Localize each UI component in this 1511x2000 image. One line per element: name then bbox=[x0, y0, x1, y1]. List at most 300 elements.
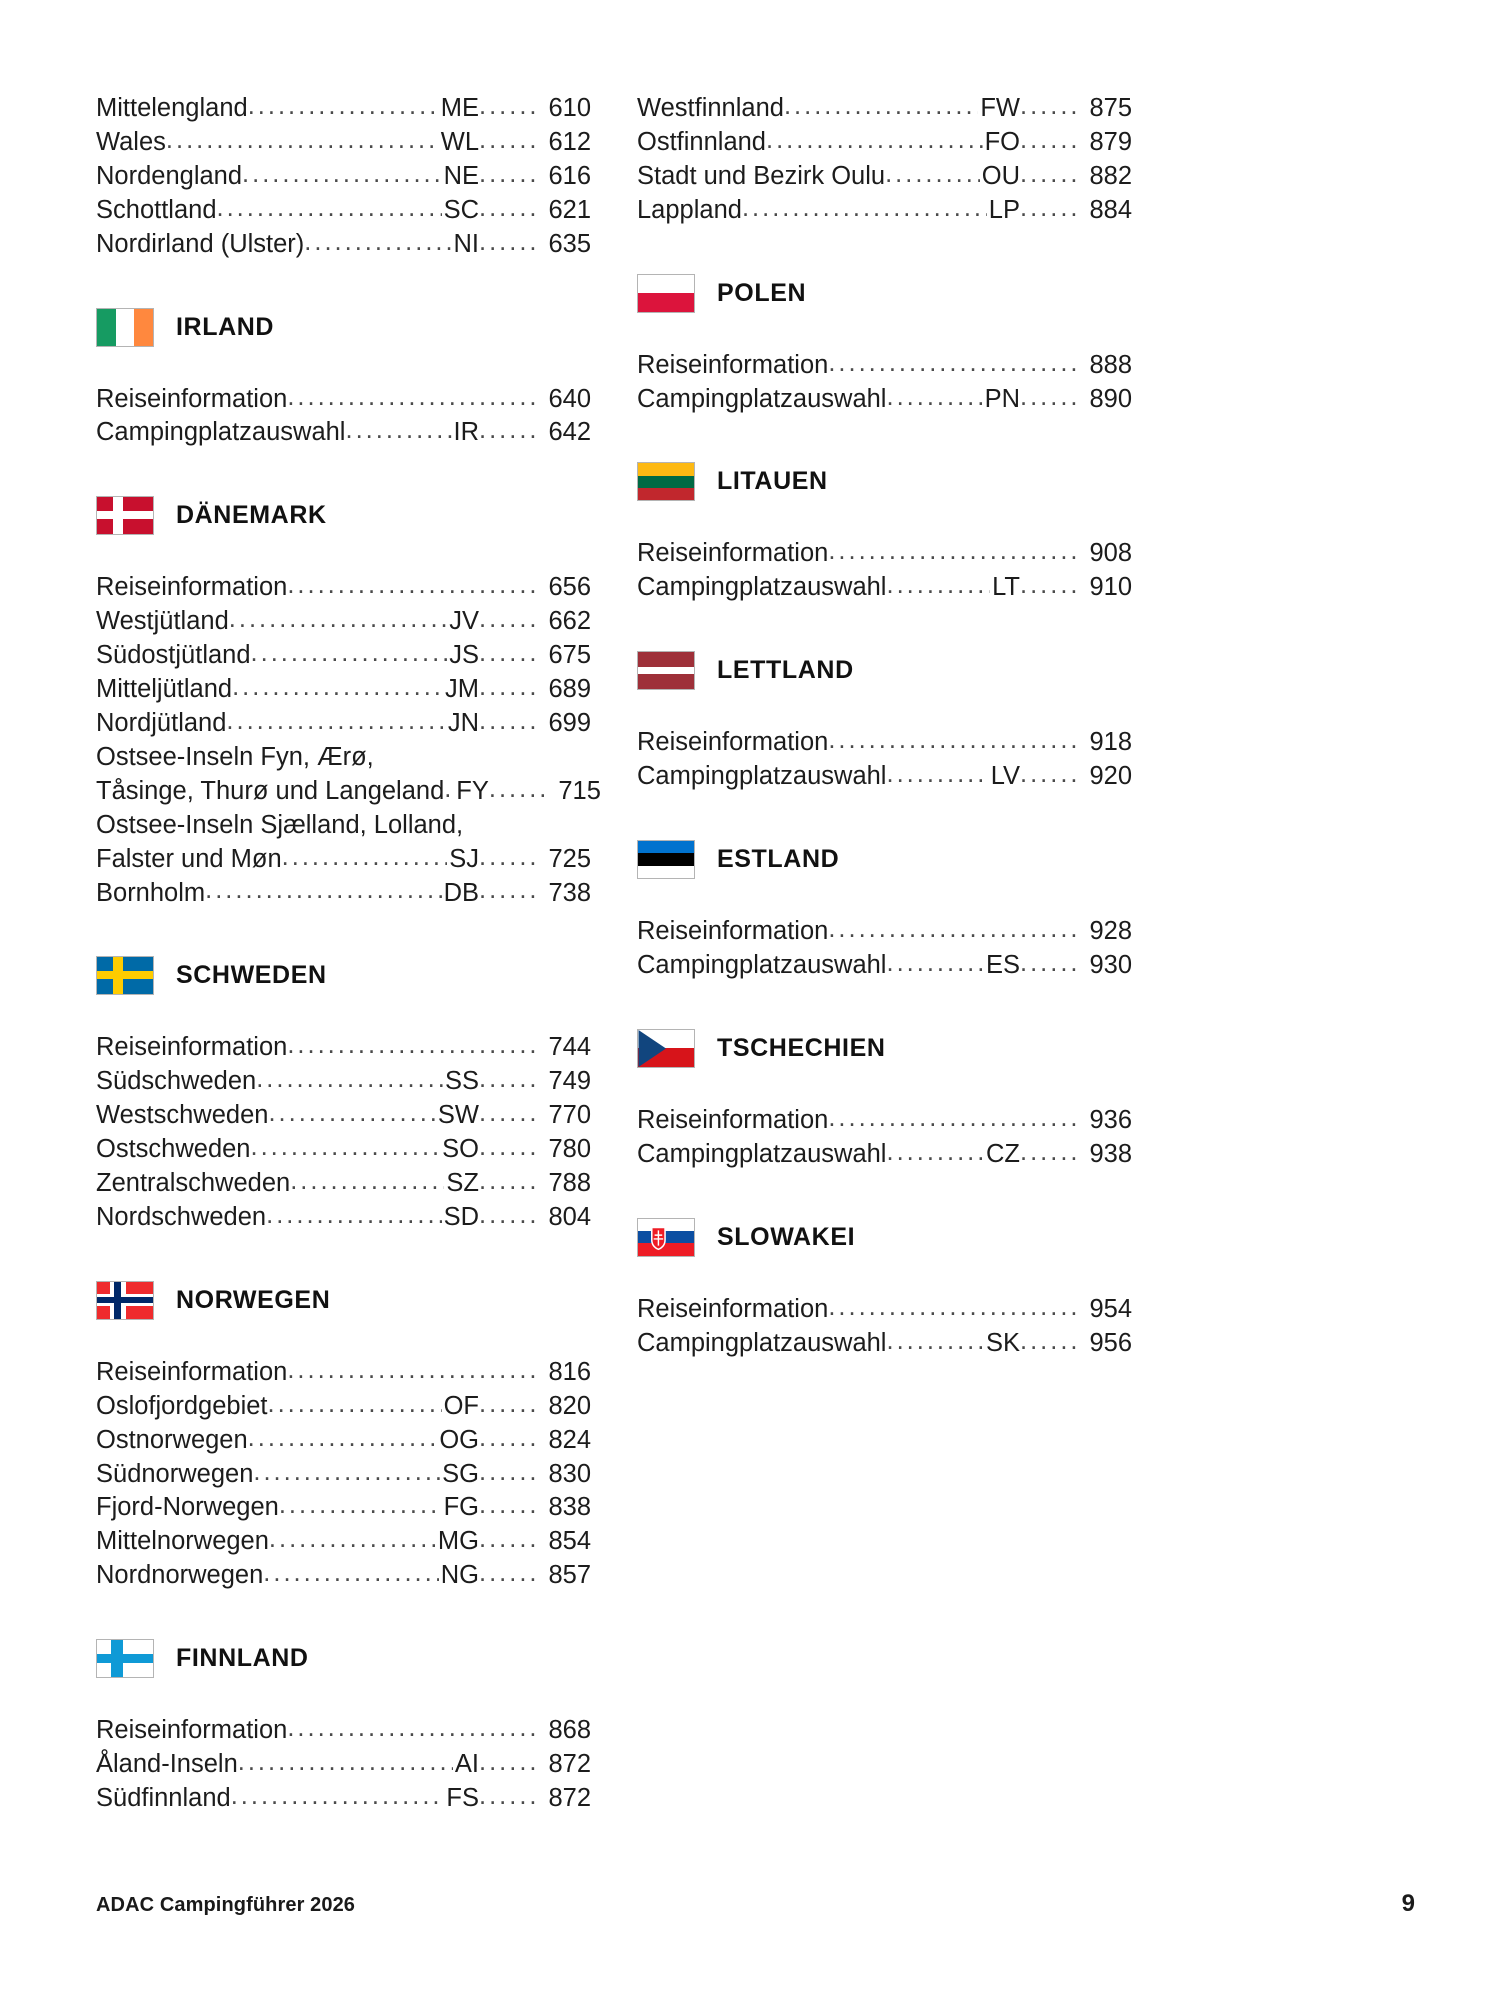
toc-entry-label: Fjord-Norwegen bbox=[96, 1493, 279, 1522]
toc-entry-code: MG bbox=[437, 1527, 479, 1556]
toc-entry[interactable] bbox=[637, 1104, 1132, 1138]
toc-leader-dots-secondary bbox=[479, 1208, 535, 1235]
toc-entry-code: LP bbox=[988, 195, 1020, 224]
toc-leader-dots-secondary bbox=[1020, 167, 1076, 194]
toc-entry-label: Ostnorwegen bbox=[96, 1425, 248, 1454]
country-name: IRLAND bbox=[176, 312, 275, 341]
toc-entry-list bbox=[637, 349, 1132, 417]
toc-entry[interactable] bbox=[637, 383, 1132, 417]
toc-entry-code: JN bbox=[447, 708, 479, 737]
toc-entry-page: 918 bbox=[1089, 728, 1132, 757]
toc-leader-dots bbox=[828, 922, 1018, 949]
toc-leader-dots-secondary bbox=[1020, 1300, 1076, 1327]
toc-entry-label: Campingplatzauswahl bbox=[96, 418, 346, 447]
toc-leader-dots bbox=[266, 1208, 441, 1235]
toc-entry[interactable] bbox=[96, 1491, 591, 1525]
toc-entry-list bbox=[96, 1356, 591, 1593]
toc-entry[interactable] bbox=[96, 1714, 591, 1748]
country-section-heading[interactable] bbox=[637, 1029, 1132, 1068]
toc-entry-label: Reiseinformation bbox=[637, 350, 829, 379]
toc-leader-dots bbox=[253, 1465, 440, 1492]
toc-leader-dots-secondary bbox=[1020, 99, 1076, 126]
toc-leader-dots-secondary bbox=[1020, 1334, 1076, 1361]
toc-entry-page: 875 bbox=[1089, 94, 1132, 122]
toc-entry-page: 612 bbox=[548, 127, 591, 156]
toc-entry-code: SZ bbox=[446, 1169, 479, 1198]
toc-entry-code: PN bbox=[984, 384, 1020, 413]
toc-leader-dots-secondary bbox=[1020, 767, 1076, 794]
toc-leader-dots-secondary bbox=[479, 424, 535, 451]
toc-leader-dots-secondary bbox=[1020, 922, 1076, 949]
toc-entry-code: FW bbox=[980, 94, 1020, 122]
toc-entry-label: Mittelengland bbox=[96, 94, 248, 122]
country-section-heading[interactable] bbox=[637, 462, 1132, 501]
toc-entry-list bbox=[96, 571, 601, 910]
toc-entry[interactable] bbox=[96, 707, 591, 741]
toc-entry[interactable] bbox=[637, 1327, 1132, 1361]
toc-leader-dots-secondary bbox=[1020, 545, 1076, 572]
toc-entry[interactable] bbox=[637, 726, 1132, 760]
toc-leader-dots bbox=[282, 850, 448, 877]
toc-entry[interactable] bbox=[96, 775, 601, 809]
toc-leader-dots-secondary bbox=[479, 167, 535, 194]
toc-entry-page: 656 bbox=[548, 573, 591, 602]
toc-leader-dots-secondary bbox=[479, 1072, 535, 1099]
toc-leader-dots-secondary bbox=[479, 99, 535, 126]
country-section-heading[interactable] bbox=[96, 956, 591, 995]
country-name: NORWEGEN bbox=[176, 1285, 331, 1314]
toc-entry-code: ME bbox=[440, 94, 479, 122]
toc-leader-dots-secondary bbox=[1020, 1145, 1076, 1172]
toc-entry[interactable] bbox=[96, 1065, 591, 1099]
toc-entry-page: 908 bbox=[1089, 539, 1132, 568]
toc-leader-dots bbox=[238, 1755, 453, 1782]
toc-entry-list bbox=[96, 1714, 591, 1816]
toc-entry-code: LV bbox=[990, 762, 1020, 791]
toc-leader-dots bbox=[828, 1111, 1018, 1138]
toc-entry-page: 780 bbox=[548, 1135, 591, 1164]
toc-leader-dots bbox=[287, 1039, 477, 1066]
toc-leader-dots-secondary bbox=[479, 1106, 535, 1133]
toc-column-left bbox=[96, 92, 601, 1816]
toc-entry-label: Campingplatzauswahl bbox=[637, 950, 887, 979]
toc-leader-dots bbox=[886, 1145, 984, 1172]
toc-leader-dots bbox=[345, 424, 451, 451]
toc-entry-code: OF bbox=[443, 1391, 479, 1420]
country-name: DÄNEMARK bbox=[176, 501, 327, 530]
toc-entry-code: SO bbox=[442, 1135, 479, 1164]
toc-leader-dots-secondary bbox=[479, 578, 535, 605]
flag-latvia-icon bbox=[637, 651, 695, 690]
toc-leader-dots-secondary bbox=[479, 680, 535, 707]
toc-entry-label: Ostschweden bbox=[96, 1135, 251, 1164]
toc-entry[interactable] bbox=[96, 1559, 591, 1593]
toc-entry-code: LT bbox=[992, 573, 1020, 602]
toc-entry-code: NE bbox=[443, 161, 479, 190]
toc-entry-page: 884 bbox=[1089, 195, 1132, 224]
toc-leader-dots-secondary bbox=[479, 1397, 535, 1424]
toc-entry-label: Westjütland bbox=[96, 607, 229, 636]
toc-entry[interactable] bbox=[96, 383, 591, 417]
toc-entry-code: NG bbox=[440, 1561, 479, 1590]
toc-leader-dots bbox=[886, 956, 983, 983]
toc-entry-page: 936 bbox=[1089, 1105, 1132, 1134]
flag-czechia-icon bbox=[637, 1029, 695, 1068]
toc-entry-code: SG bbox=[442, 1459, 479, 1488]
toc-entry-code: SS bbox=[444, 1067, 479, 1096]
toc-entry[interactable] bbox=[96, 1201, 591, 1235]
toc-entry-label: Südnorwegen bbox=[96, 1459, 254, 1488]
toc-leader-dots bbox=[444, 782, 454, 809]
toc-entry-page: 854 bbox=[548, 1527, 591, 1556]
toc-leader-dots bbox=[232, 680, 443, 707]
toc-entry[interactable] bbox=[637, 537, 1132, 571]
toc-entry[interactable] bbox=[96, 1748, 591, 1782]
toc-leader-dots bbox=[287, 578, 477, 605]
toc-entry-page: 830 bbox=[548, 1459, 591, 1488]
toc-entry-label: Ostsee-Inseln Sjælland, Lolland, bbox=[96, 810, 464, 839]
toc-entry[interactable] bbox=[96, 92, 591, 126]
toc-leader-dots-secondary bbox=[1020, 578, 1076, 605]
toc-entry-label: Reiseinformation bbox=[96, 1033, 288, 1062]
toc-leader-dots bbox=[886, 1334, 983, 1361]
toc-entry[interactable] bbox=[96, 1031, 591, 1065]
toc-entry-label: Ostsee-Inseln Fyn, Ærø, bbox=[96, 742, 374, 771]
toc-entry-code: DB bbox=[443, 878, 479, 907]
toc-leader-dots bbox=[251, 1140, 441, 1167]
toc-entry-label: Reiseinformation bbox=[637, 917, 829, 946]
toc-entry-page: 738 bbox=[548, 878, 591, 907]
toc-entry[interactable] bbox=[96, 571, 591, 605]
toc-entry-code: SC bbox=[443, 195, 479, 224]
country-section-heading[interactable] bbox=[96, 1281, 591, 1320]
toc-entry-page: 715 bbox=[558, 776, 601, 805]
toc-entry-page: 699 bbox=[548, 708, 591, 737]
toc-entry-label: Südschweden bbox=[96, 1067, 257, 1096]
country-name: SLOWAKEI bbox=[717, 1222, 856, 1251]
toc-entry-page: 816 bbox=[548, 1357, 591, 1386]
toc-entry-label: Falster und Møn bbox=[96, 844, 282, 873]
toc-entry[interactable] bbox=[96, 1458, 591, 1492]
toc-leader-dots bbox=[251, 646, 448, 673]
toc-entry-code: ES bbox=[985, 950, 1020, 979]
toc-leader-dots-secondary bbox=[479, 612, 535, 639]
toc-leader-dots bbox=[742, 201, 987, 228]
toc-leader-dots bbox=[248, 1431, 438, 1458]
toc-entry[interactable] bbox=[96, 160, 591, 194]
flag-norway-icon bbox=[96, 1281, 154, 1320]
toc-entry-page: 930 bbox=[1089, 950, 1132, 979]
toc-entry-label: Reiseinformation bbox=[637, 539, 829, 568]
toc-leader-dots bbox=[885, 167, 980, 194]
toc-entry[interactable] bbox=[96, 1356, 591, 1390]
toc-entry-label: Tåsinge, Thurø und Langeland bbox=[96, 776, 445, 805]
toc-leader-dots-secondary bbox=[479, 884, 535, 911]
toc-entry-page: 888 bbox=[1089, 350, 1132, 379]
toc-entry-code: SW bbox=[437, 1101, 479, 1130]
toc-entry-list bbox=[637, 1104, 1132, 1172]
toc-leader-dots bbox=[217, 201, 442, 228]
toc-leader-dots bbox=[166, 133, 439, 160]
country-name: POLEN bbox=[717, 278, 807, 307]
toc-entry[interactable] bbox=[96, 639, 591, 673]
country-section-heading[interactable] bbox=[637, 651, 1132, 690]
toc-leader-dots bbox=[231, 1789, 445, 1816]
toc-entry-page: 804 bbox=[548, 1202, 591, 1231]
toc-entry-page: 868 bbox=[548, 1716, 591, 1745]
toc-entry-label: Åland-Inseln bbox=[96, 1750, 238, 1779]
toc-entry-label: Mitteljütland bbox=[96, 675, 233, 704]
toc-entry[interactable] bbox=[96, 228, 591, 262]
toc-entry-page: 662 bbox=[548, 607, 591, 636]
toc-entry[interactable] bbox=[96, 1782, 591, 1816]
toc-entry[interactable] bbox=[96, 194, 591, 228]
toc-entry-page: 879 bbox=[1089, 127, 1132, 156]
toc-leader-dots-secondary bbox=[479, 1363, 535, 1390]
toc-entry-label: Reiseinformation bbox=[96, 384, 288, 413]
toc-entry-label: Westfinnland bbox=[637, 94, 784, 122]
toc-entry-page: 824 bbox=[548, 1425, 591, 1454]
toc-entry[interactable] bbox=[637, 194, 1132, 228]
toc-leader-dots bbox=[263, 1566, 438, 1593]
toc-leader-dots bbox=[279, 1499, 442, 1526]
toc-entry-page: 689 bbox=[548, 675, 591, 704]
toc-leader-dots bbox=[766, 133, 983, 160]
toc-entry-code: WL bbox=[440, 127, 479, 156]
toc-entry-label: Nordengland bbox=[96, 161, 243, 190]
toc-entry-page: 744 bbox=[548, 1033, 591, 1062]
toc-entry-page: 910 bbox=[1089, 573, 1132, 602]
toc-entry[interactable] bbox=[96, 809, 591, 843]
country-section-heading[interactable] bbox=[96, 496, 591, 535]
toc-leader-dots-secondary bbox=[1020, 390, 1076, 417]
country-section-heading[interactable] bbox=[637, 274, 1132, 313]
flag-sweden-icon bbox=[96, 956, 154, 995]
toc-leader-dots bbox=[828, 545, 1018, 572]
toc-entry-page: 640 bbox=[548, 384, 591, 413]
toc-entry-list bbox=[637, 537, 1132, 605]
country-name: TSCHECHIEN bbox=[717, 1033, 886, 1062]
toc-entry-label: Campingplatzauswahl bbox=[637, 573, 887, 602]
toc-leader-dots bbox=[256, 1072, 443, 1099]
toc-entry-page: 642 bbox=[548, 418, 591, 447]
country-section-heading[interactable] bbox=[96, 1639, 591, 1678]
footer-title: ADAC Campingführer 2026 bbox=[96, 1894, 356, 1916]
toc-entry-code: FG bbox=[443, 1493, 479, 1522]
toc-entry[interactable] bbox=[96, 605, 591, 639]
toc-leader-dots bbox=[205, 884, 441, 911]
flag-estonia-icon bbox=[637, 840, 695, 879]
toc-leader-dots-secondary bbox=[479, 1566, 535, 1593]
toc-entry[interactable] bbox=[96, 1167, 591, 1201]
toc-leader-dots bbox=[226, 714, 445, 741]
country-name: SCHWEDEN bbox=[176, 961, 327, 990]
toc-entry-label: Stadt und Bezirk Oulu bbox=[637, 161, 886, 190]
toc-entry-label: Südostjütland bbox=[96, 641, 251, 670]
toc-leader-dots-secondary bbox=[1020, 356, 1076, 383]
toc-entry-label: Südfinnland bbox=[96, 1784, 231, 1812]
toc-entry[interactable] bbox=[637, 915, 1132, 949]
toc-entry-page: 621 bbox=[548, 195, 591, 224]
toc-entry[interactable] bbox=[637, 949, 1132, 983]
toc-entry[interactable] bbox=[96, 877, 591, 911]
flag-denmark-icon bbox=[96, 496, 154, 535]
toc-entry-page: 838 bbox=[548, 1493, 591, 1522]
toc-entry[interactable] bbox=[637, 126, 1132, 160]
toc-entry-page: 920 bbox=[1089, 762, 1132, 791]
toc-entry[interactable] bbox=[637, 1293, 1132, 1327]
toc-entry-label: Westschweden bbox=[96, 1101, 269, 1130]
toc-entry[interactable] bbox=[637, 160, 1132, 194]
toc-entry[interactable] bbox=[96, 1390, 591, 1424]
toc-entry-page: 872 bbox=[548, 1750, 591, 1779]
toc-leader-dots bbox=[269, 1533, 436, 1560]
toc-entry-label: Reiseinformation bbox=[637, 1294, 829, 1323]
toc-leader-dots-secondary bbox=[479, 1174, 535, 1201]
toc-leader-dots bbox=[886, 767, 988, 794]
toc-leader-dots-secondary bbox=[479, 133, 535, 160]
toc-entry-label: Schottland bbox=[96, 195, 217, 224]
toc-leader-dots-secondary bbox=[479, 390, 535, 417]
toc-entry-code: FS bbox=[446, 1784, 479, 1812]
toc-entry-label: Mittelnorwegen bbox=[96, 1527, 269, 1556]
toc-entry-code: SJ bbox=[449, 844, 479, 873]
toc-entry-page: 610 bbox=[548, 94, 591, 122]
toc-entry-page: 956 bbox=[1089, 1328, 1132, 1357]
toc-entry-list bbox=[96, 92, 591, 262]
toc-entry-label: Lappland bbox=[637, 195, 742, 224]
country-name: LETTLAND bbox=[717, 656, 854, 685]
toc-entry-page: 788 bbox=[548, 1169, 591, 1198]
toc-entry[interactable] bbox=[96, 1424, 591, 1458]
toc-entry-page: 954 bbox=[1089, 1294, 1132, 1323]
toc-entry-code: SK bbox=[985, 1328, 1020, 1357]
toc-entry-label: Reiseinformation bbox=[637, 1105, 829, 1134]
toc-leader-dots bbox=[828, 1300, 1018, 1327]
toc-leader-dots-secondary bbox=[479, 1465, 535, 1492]
toc-entry-label: Campingplatzauswahl bbox=[637, 1328, 887, 1357]
toc-leader-dots bbox=[229, 612, 447, 639]
toc-entry[interactable] bbox=[96, 1099, 591, 1133]
toc-leader-dots bbox=[784, 99, 978, 126]
toc-entry-page: 616 bbox=[548, 161, 591, 190]
toc-entry-page: 770 bbox=[548, 1101, 591, 1130]
toc-entry[interactable] bbox=[637, 760, 1132, 794]
toc-entry-list bbox=[96, 1031, 591, 1234]
flag-slovakia-icon bbox=[637, 1218, 695, 1257]
toc-leader-dots-secondary bbox=[489, 782, 545, 809]
toc-leader-dots-secondary bbox=[479, 1499, 535, 1526]
toc-entry-label: Nordjütland bbox=[96, 708, 227, 737]
country-name: ESTLAND bbox=[717, 845, 840, 874]
toc-entry[interactable] bbox=[96, 843, 591, 877]
toc-entry[interactable] bbox=[96, 741, 591, 775]
toc-entry-code: JS bbox=[449, 641, 479, 670]
toc-leader-dots-secondary bbox=[479, 850, 535, 877]
toc-entry-page: 938 bbox=[1089, 1139, 1132, 1168]
toc-entry-label: Nordschweden bbox=[96, 1202, 267, 1231]
toc-entry-code: IR bbox=[453, 418, 479, 447]
toc-entry-page: 928 bbox=[1089, 917, 1132, 946]
toc-entry[interactable] bbox=[637, 1138, 1132, 1172]
toc-entry-label: Oslofjordgebiet bbox=[96, 1391, 268, 1420]
toc-entry-label: Reiseinformation bbox=[96, 573, 288, 602]
toc-entry-code: JM bbox=[445, 675, 479, 704]
toc-entry-label: Campingplatzauswahl bbox=[637, 1139, 887, 1168]
flag-poland-icon bbox=[637, 274, 695, 313]
toc-entry-page: 820 bbox=[548, 1391, 591, 1420]
toc-entry[interactable] bbox=[96, 1133, 591, 1167]
toc-entry-code: FO bbox=[984, 127, 1020, 156]
toc-leader-dots bbox=[242, 167, 442, 194]
toc-entry-list bbox=[637, 726, 1132, 794]
toc-leader-dots-secondary bbox=[479, 1721, 535, 1748]
toc-entry-label: Nordirland (Ulster) bbox=[96, 229, 305, 258]
page-footer bbox=[96, 1890, 1415, 1918]
toc-entry-page: 882 bbox=[1089, 161, 1132, 190]
toc-entry-code: FY bbox=[456, 776, 489, 805]
toc-leader-dots-secondary bbox=[479, 714, 535, 741]
flag-finland-icon bbox=[96, 1639, 154, 1678]
toc-entry[interactable] bbox=[637, 92, 1132, 126]
toc-entry-label: Reiseinformation bbox=[96, 1357, 288, 1386]
toc-leader-dots bbox=[886, 578, 990, 605]
toc-entry-code: CZ bbox=[986, 1139, 1020, 1168]
toc-leader-dots-secondary bbox=[479, 201, 535, 228]
toc-entry-page: 857 bbox=[548, 1561, 591, 1590]
toc-entry-label: Zentralschweden bbox=[96, 1169, 291, 1198]
toc-leader-dots bbox=[287, 1363, 477, 1390]
toc-leader-dots bbox=[886, 390, 982, 417]
toc-leader-dots-secondary bbox=[479, 1755, 535, 1782]
country-name: FINNLAND bbox=[176, 1644, 309, 1673]
toc-columns bbox=[96, 92, 1415, 1816]
toc-entry-label: Bornholm bbox=[96, 878, 206, 907]
toc-entry-label: Campingplatzauswahl bbox=[637, 762, 887, 791]
country-section-heading[interactable] bbox=[96, 308, 591, 347]
flag-ireland-icon bbox=[96, 308, 154, 347]
toc-leader-dots bbox=[287, 390, 477, 417]
toc-leader-dots-secondary bbox=[1020, 956, 1076, 983]
toc-entry-label: Ostfinnland bbox=[637, 127, 766, 156]
country-section-heading[interactable] bbox=[637, 1218, 1132, 1257]
toc-entry[interactable] bbox=[96, 126, 591, 160]
toc-entry-label: Campingplatzauswahl bbox=[637, 384, 887, 413]
footer-page-number: 9 bbox=[1401, 1890, 1415, 1917]
toc-leader-dots-secondary bbox=[479, 1789, 535, 1816]
country-section-heading[interactable] bbox=[637, 840, 1132, 879]
toc-entry-label: Reiseinformation bbox=[637, 728, 829, 757]
toc-leader-dots bbox=[248, 99, 439, 126]
toc-entry[interactable] bbox=[637, 571, 1132, 605]
toc-leader-dots-secondary bbox=[1020, 201, 1076, 228]
toc-entry-page: 749 bbox=[548, 1067, 591, 1096]
toc-leader-dots-secondary bbox=[479, 235, 535, 262]
toc-entry[interactable] bbox=[637, 349, 1132, 383]
toc-column-right bbox=[637, 92, 1132, 1361]
toc-entry-code: NI bbox=[453, 229, 479, 258]
toc-entry[interactable] bbox=[96, 416, 591, 450]
toc-leader-dots-secondary bbox=[479, 646, 535, 673]
toc-leader-dots-secondary bbox=[1020, 133, 1076, 160]
toc-entry-code: JV bbox=[449, 607, 479, 636]
toc-entry-code: OU bbox=[981, 161, 1020, 190]
toc-entry-page: 872 bbox=[548, 1784, 591, 1812]
toc-entry[interactable] bbox=[96, 673, 591, 707]
toc-leader-dots-secondary bbox=[479, 1431, 535, 1458]
toc-leader-dots-secondary bbox=[479, 1039, 535, 1066]
toc-entry[interactable] bbox=[96, 1525, 591, 1559]
